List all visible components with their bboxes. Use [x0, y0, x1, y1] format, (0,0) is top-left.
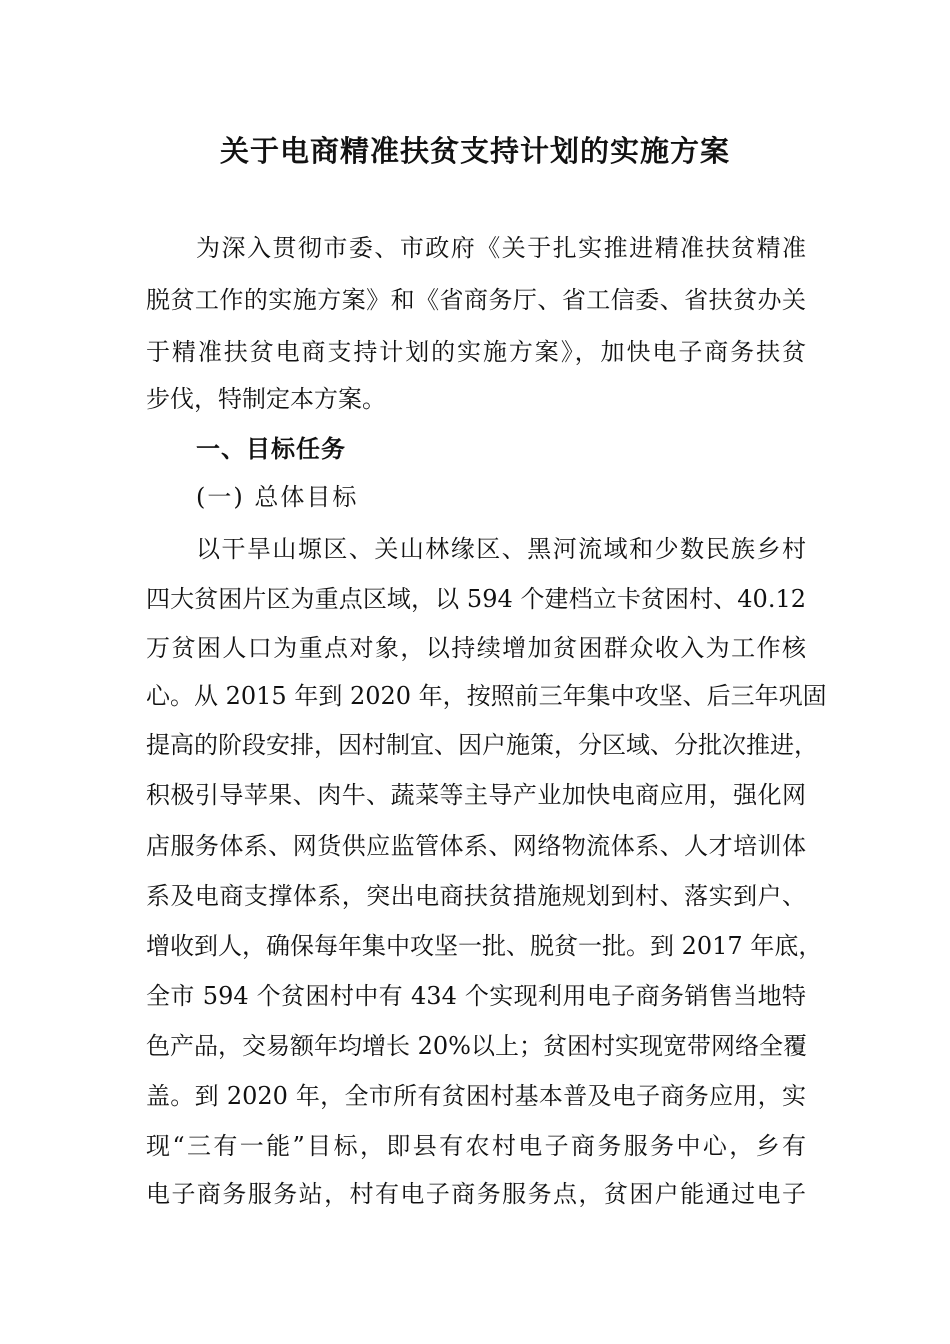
intro-line: 为深入贯彻市委、市政府《关于扎实推进精准扶贫精准 — [196, 234, 806, 262]
body-line: 以干旱山塬区、关山林缘区、黑河流域和少数民族乡村 — [196, 535, 806, 563]
body-line: 增收到人，确保每年集中攻坚一批、脱贫一批。到 2017 年底， — [146, 932, 823, 960]
body-line: 心。从 2015 年到 2020 年，按照前三年集中攻坚、后三年巩固 — [146, 682, 827, 710]
intro-line: 步伐，特制定本方案。 — [146, 385, 386, 413]
body-line: 积极引导苹果、肉牛、蔬菜等主导产业加快电商应用，强化网 — [146, 781, 806, 809]
body-line: 万贫困人口为重点对象，以持续增加贫困群众收入为工作核 — [146, 634, 806, 662]
document-title: 关于电商精准扶贫支持计划的实施方案 — [219, 134, 730, 168]
intro-line: 于精准扶贫电商支持计划的实施方案》，加快电子商务扶贫 — [146, 338, 806, 366]
body-line: 色产品，交易额年均增长 20%以上；贫困村实现宽带网络全覆 — [146, 1032, 807, 1060]
intro-line: 脱贫工作的实施方案》和《省商务厅、省工信委、省扶贫办关 — [146, 286, 806, 314]
body-line: 系及电商支撑体系，突出电商扶贫措施规划到村、落实到户、 — [146, 882, 806, 910]
section-heading: 一、目标任务 — [196, 434, 346, 463]
body-line: 四大贫困片区为重点区域，以 594 个建档立卡贫困村、40.12 — [146, 585, 806, 613]
body-line: 提高的阶段安排，因村制宜、因户施策，分区域、分批次推进， — [146, 731, 818, 759]
subsection-heading: (一) 总体目标 — [196, 483, 359, 511]
body-line: 店服务体系、网货供应监管体系、网络物流体系、人才培训体 — [146, 832, 806, 860]
body-line: 盖。到 2020 年，全市所有贫困村基本普及电子商务应用，实 — [146, 1082, 806, 1110]
body-line: 全市 594 个贫困村中有 434 个实现利用电子商务销售当地特 — [146, 982, 806, 1010]
body-line: 电子商务服务站，村有电子商务服务点，贫困户能通过电子 — [146, 1180, 806, 1208]
body-line: 现“三有一能”目标，即县有农村电子商务服务中心，乡有 — [146, 1132, 806, 1160]
